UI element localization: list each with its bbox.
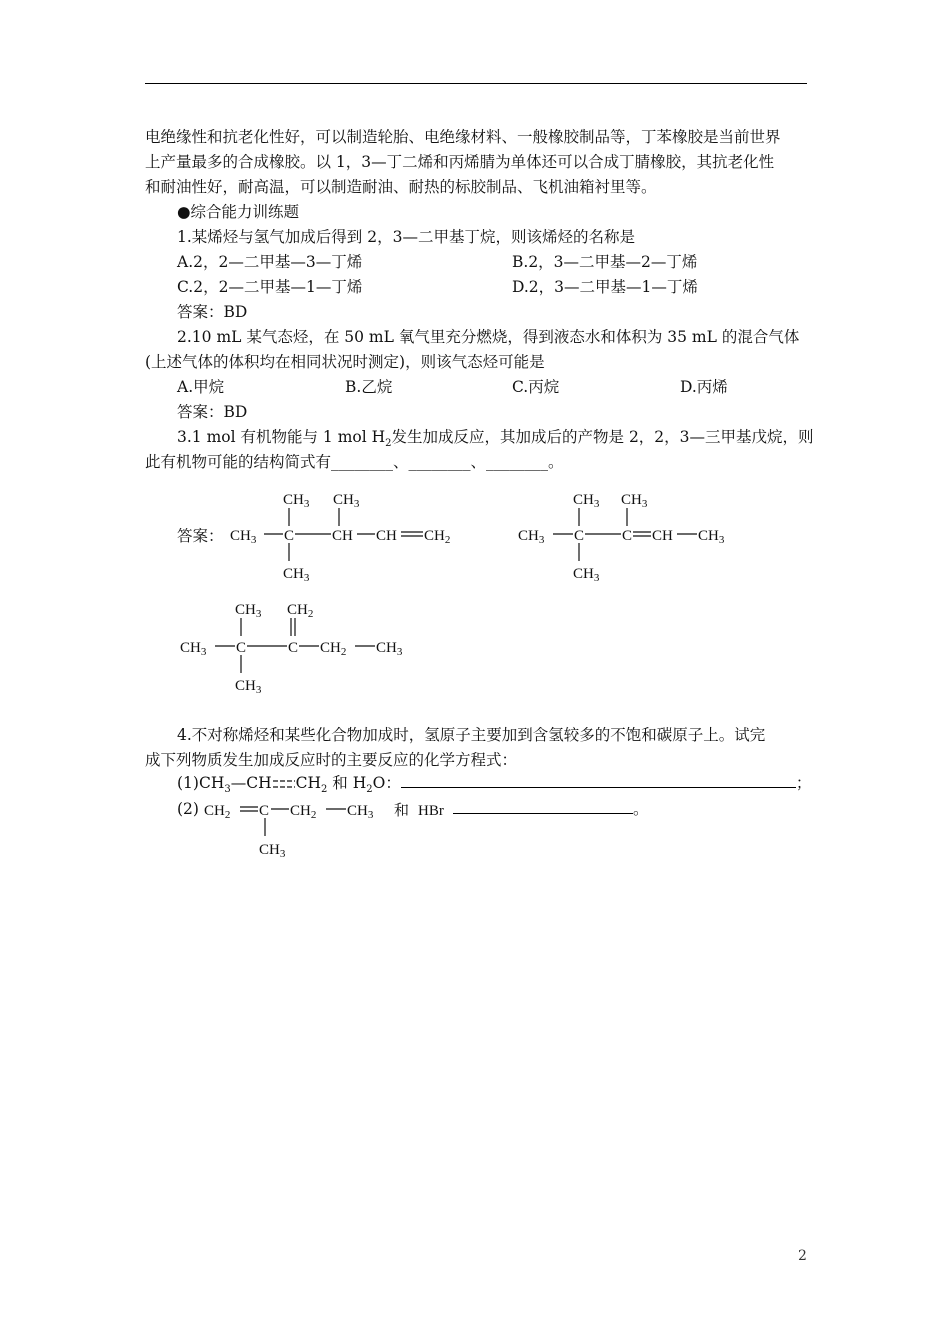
page-number: 2 xyxy=(798,1248,807,1264)
svg-text:CH3: $CH_3$ xyxy=(573,492,600,510)
q3-stem-line-1: 3.1 mol 有机物能与 1 mol $H_2$发生加成反应，其加成后的产物是 2，2，3—三甲基戊烷，则 xyxy=(177,428,814,450)
q4-part-1: $(1)CH_3—CH$ $CH_2$ 和 $H_2O$： ； xyxy=(177,774,812,796)
q3-stem-line-2: 此有机物可能的结构简式有________、________、________。 xyxy=(145,453,564,471)
q2-answer: 答案：BD xyxy=(177,403,248,421)
q2-option-b: B.乙烷 xyxy=(345,378,393,396)
q3-answer-label: 答案： xyxy=(177,527,224,545)
svg-text:CH3: $CH_3$ xyxy=(698,528,725,546)
svg-text:CH2: $CH_2$ xyxy=(320,640,347,658)
svg-text:CH3: $CH_3$ xyxy=(573,566,600,584)
header-rule xyxy=(145,83,807,84)
svg-text:CH3: $CH_3$ xyxy=(283,566,310,584)
q4-part-2-label: (2) xyxy=(177,800,199,818)
svg-text:CH3: $CH_3$ xyxy=(621,492,648,510)
q1-answer: 答案：BD xyxy=(177,303,248,321)
svg-text:CH3: $CH_3$ xyxy=(235,678,262,696)
svg-text:CH3: $CH_3$ xyxy=(333,492,360,510)
q1-option-d: D.2，3—二甲基—1—丁烯 xyxy=(512,278,698,296)
q1-option-a: A.2，2—二甲基—3—丁烯 xyxy=(177,253,363,271)
structure-formula-1 xyxy=(225,486,475,586)
svg-text:CH2: $CH_2$ xyxy=(290,803,317,821)
svg-text:CH: CH xyxy=(652,528,673,544)
q4-stem-line-1: 4.不对称烯烃和某些化合物加成时，氢原子主要加到含氢较多的不饱和碳原子上。试完 xyxy=(177,726,766,744)
q4-part-1-blank[interactable] xyxy=(401,773,796,788)
svg-text:C: C xyxy=(288,640,299,656)
svg-text:C: C xyxy=(284,528,295,544)
structure-formula-4 xyxy=(200,796,460,862)
svg-text:HBr: HBr xyxy=(418,803,444,819)
q2-option-d: D.丙烯 xyxy=(680,378,728,396)
structure-formula-2 xyxy=(513,486,753,586)
svg-text:CH3: $CH_3$ xyxy=(180,640,207,658)
svg-text:C: C xyxy=(236,640,247,656)
q1-option-c: C.2，2—二甲基—1—丁烯 xyxy=(177,278,363,296)
svg-text:CH3: $CH_3$ xyxy=(235,602,262,620)
section-title: ●综合能力训练题 xyxy=(177,203,300,221)
svg-text:CH2: $CH_2$ xyxy=(287,602,314,620)
q2-stem-line-1: 2.10 mL 某气态烃，在 50 mL 氧气里充分燃烧，得到液态水和体积为 35 mL 的混合气体 xyxy=(177,328,800,346)
svg-text:CH2: $CH_2$ xyxy=(424,528,451,546)
paragraph-line-3: 和耐油性好，耐高温，可以制造耐油、耐热的标胶制品、飞机油箱衬里等。 xyxy=(145,178,657,196)
svg-text:C: C xyxy=(622,528,633,544)
double-bond-icon xyxy=(272,778,296,790)
q4-stem-line-2: 成下列物质发生加成反应时的主要反应的化学方程式： xyxy=(145,751,518,769)
svg-text:CH3: $CH_3$ xyxy=(283,492,310,510)
structure-formula-3 xyxy=(175,596,425,696)
q1-stem: 1.某烯烃与氢气加成后得到 2，3—二甲基丁烷，则该烯烃的名称是 xyxy=(177,228,635,246)
q2-option-c: C.丙烷 xyxy=(512,378,560,396)
svg-text:和: 和 xyxy=(394,803,410,819)
paragraph-line-2: 上产量最多的合成橡胶。以 1，3—丁二烯和丙烯腈为单体还可以合成丁腈橡胶，其抗老化性 xyxy=(145,153,775,171)
svg-text:CH3: $CH_3$ xyxy=(259,842,286,860)
svg-text:C: C xyxy=(259,803,270,819)
q2-option-a: A.甲烷 xyxy=(177,378,225,396)
svg-text:CH3: $CH_3$ xyxy=(347,803,374,821)
svg-text:C: C xyxy=(574,528,585,544)
svg-text:CH: CH xyxy=(332,528,353,544)
q2-stem-line-2: (上述气体的体积均在相同状况时测定)，则该气态烃可能是 xyxy=(145,353,545,371)
svg-text:CH: CH xyxy=(376,528,397,544)
paragraph-line-1: 电绝缘性和抗老化性好，可以制造轮胎、电绝缘材料、一般橡胶制品等，丁苯橡胶是当前世界 xyxy=(145,128,781,146)
svg-text:CH3: $CH_3$ xyxy=(518,528,545,546)
q4-part-2-blank[interactable] xyxy=(453,799,633,814)
svg-text:CH2: $CH_2$ xyxy=(204,803,231,821)
svg-text:CH3: $CH_3$ xyxy=(230,528,257,546)
q1-option-b: B.2，3—二甲基—2—丁烯 xyxy=(512,253,698,271)
q4-part-2-tail: 。 xyxy=(453,799,649,819)
svg-text:CH3: $CH_3$ xyxy=(376,640,403,658)
